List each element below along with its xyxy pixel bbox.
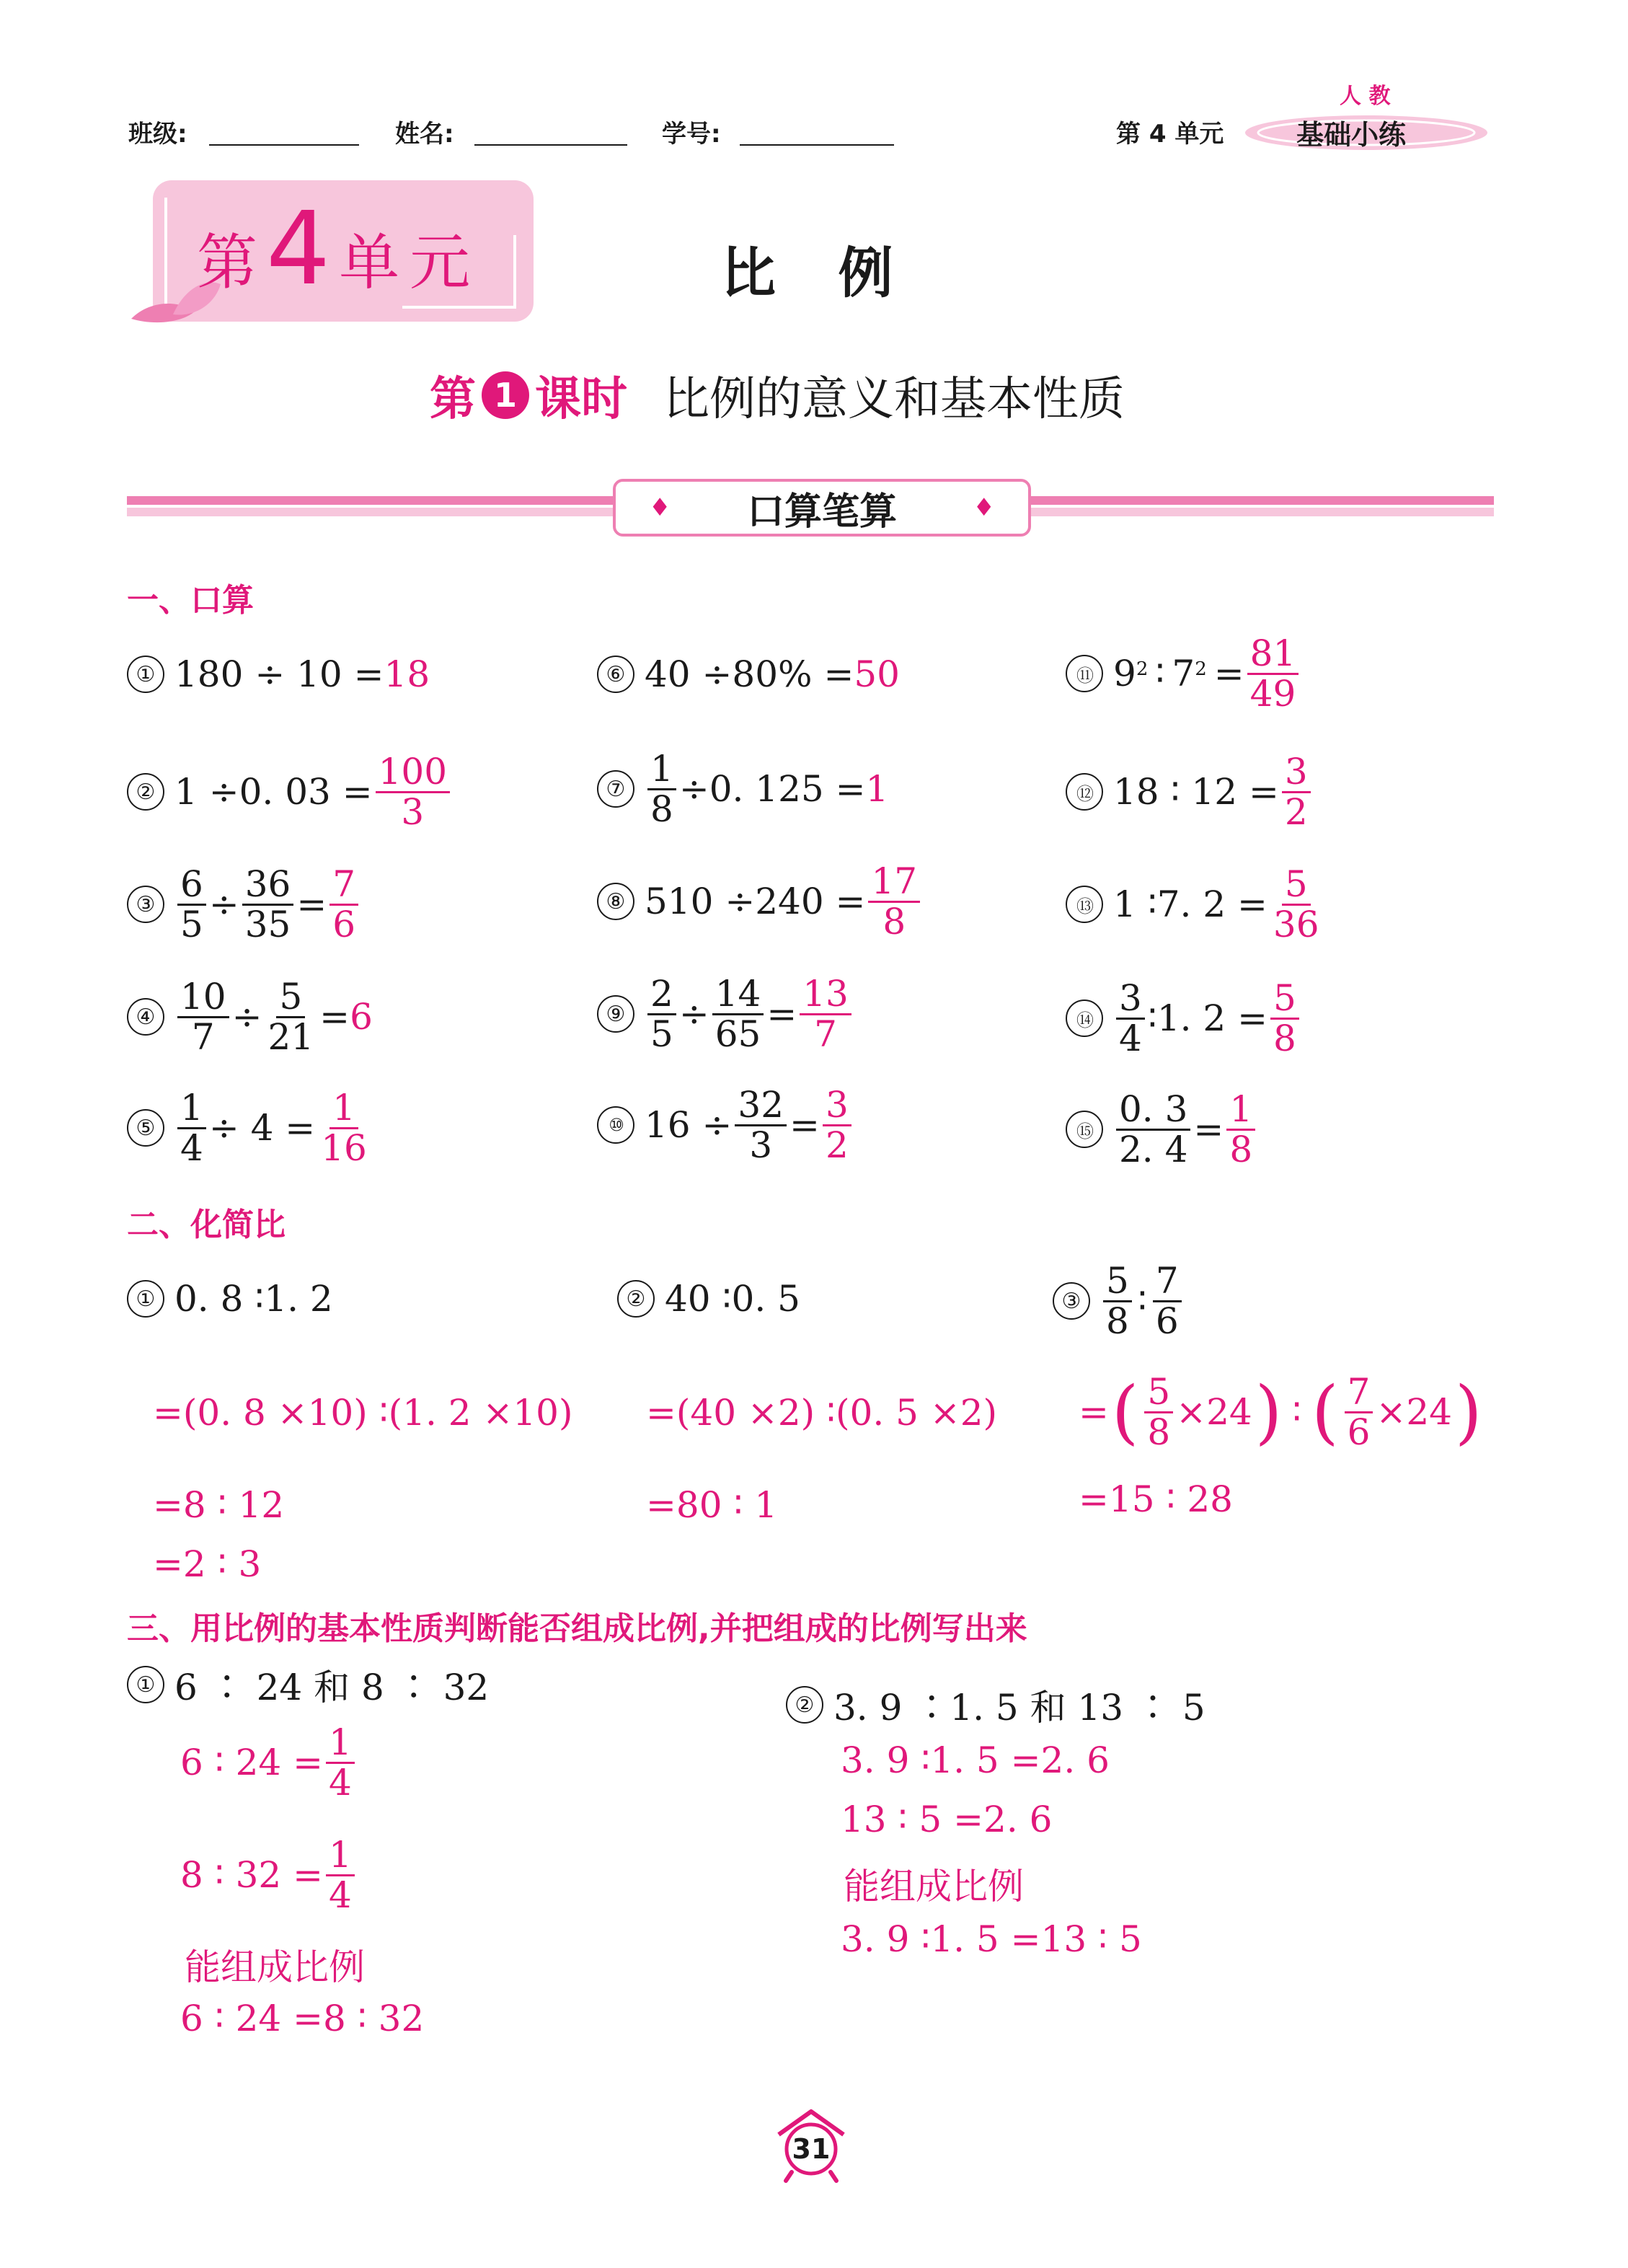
section3-heading: 三、用比例的基本性质判断能否组成比例,并把组成的比例写出来 xyxy=(127,1610,1027,1647)
lesson-title-row xyxy=(430,362,1125,428)
simplify-1-step2: =8 ∶ 12 xyxy=(153,1484,285,1526)
q9-b-den: 65 xyxy=(715,1012,761,1055)
section2-heading: 二、化简比 xyxy=(127,1206,286,1243)
q5-a-den: 4 xyxy=(180,1126,203,1169)
proportion-1-line3: 能组成比例 xyxy=(185,1946,365,1988)
q9 xyxy=(597,975,854,1053)
banner-box xyxy=(613,479,1031,537)
simplify-3-rparen: ) xyxy=(1255,1372,1283,1452)
q1 xyxy=(127,653,430,695)
simplify-2-step1: =(40 ×2) ∶(0. 5 ×2) xyxy=(646,1392,998,1434)
diamond-icon: ♦ xyxy=(973,493,995,522)
simplify-3-step2: =15 ∶ 28 xyxy=(1079,1478,1233,1520)
q11-answer-num: 81 xyxy=(1247,635,1299,675)
question-number: ⑮ xyxy=(1066,1111,1103,1148)
q9-op: ÷ xyxy=(678,993,709,1035)
q10-a-den: 3 xyxy=(749,1124,773,1166)
q11-base2: 7 xyxy=(1172,653,1195,694)
page-number-badge xyxy=(771,2106,851,2185)
q10-answer-num: 3 xyxy=(823,1086,851,1126)
question-number: ① xyxy=(127,1280,164,1318)
diamond-icon: ♦ xyxy=(649,493,671,522)
q3 xyxy=(127,865,361,943)
simplify-3 xyxy=(1053,1262,1185,1340)
lesson-pre: 第 xyxy=(430,373,476,426)
simplify-3-a-den: 8 xyxy=(1106,1300,1129,1342)
proportion-1-line1-pre: 6 ∶ 24 = xyxy=(180,1742,324,1783)
unit-badge-post: 单元 xyxy=(339,227,481,298)
simplify-3-b-num: 7 xyxy=(1153,1262,1182,1302)
proportion-2-line3: 能组成比例 xyxy=(844,1866,1024,1907)
proportion-1 xyxy=(127,1659,489,1711)
q5-rest: ÷ 4 = xyxy=(208,1107,316,1149)
q9-a-den: 5 xyxy=(650,1012,673,1055)
q3-a-num: 6 xyxy=(177,865,206,906)
q11 xyxy=(1066,632,1301,715)
unit-badge xyxy=(128,177,536,326)
brand-logo xyxy=(1240,108,1492,153)
question-number: ③ xyxy=(1053,1282,1090,1320)
q10-eq: = xyxy=(789,1104,820,1146)
q3-eq: = xyxy=(296,883,327,925)
q10-pre: 16 ÷ xyxy=(645,1104,733,1146)
proportion-2-line2: 13 ∶ 5 =2. 6 xyxy=(841,1799,1053,1840)
q6-answer: 50 xyxy=(854,653,900,695)
brand-name: 基础小练 xyxy=(1296,119,1407,151)
question-number: ⑪ xyxy=(1066,655,1103,692)
simplify-3-rparen: ) xyxy=(1454,1372,1482,1452)
proportion-1-line1-num: 1 xyxy=(326,1724,355,1764)
q14-a-num: 3 xyxy=(1116,979,1145,1020)
question-number: ⑭ xyxy=(1066,1000,1103,1037)
q7 xyxy=(597,750,888,828)
q13 xyxy=(1066,865,1325,943)
q4-a-num: 10 xyxy=(177,978,229,1018)
name-label: 姓名: xyxy=(395,120,454,149)
question-number: ② xyxy=(127,773,164,811)
q12-expr: 18 ∶ 12 = xyxy=(1113,771,1279,813)
simplify-3-step1 xyxy=(1079,1373,1485,1451)
simplify-3-lparen: ( xyxy=(1111,1372,1139,1452)
q4 xyxy=(127,978,373,1056)
q10-a-num: 32 xyxy=(735,1086,787,1126)
proportion-2 xyxy=(786,1679,1205,1731)
q15-a-den: 2. 4 xyxy=(1119,1128,1188,1170)
q2-answer-num: 100 xyxy=(376,753,450,793)
proportion-1-expr: 6 ∶ 24 和 8 ∶ 32 xyxy=(174,1667,490,1708)
q7-answer: 1 xyxy=(865,768,889,810)
q11-colon: ∶ xyxy=(1155,653,1165,694)
simplify-1-step1: =(0. 8 ×10) ∶(1. 2 ×10) xyxy=(153,1392,573,1434)
q4-b-den: 21 xyxy=(267,1015,314,1058)
unit-badge-pre: 第 xyxy=(197,227,258,298)
simplify-1 xyxy=(127,1278,333,1320)
simplify-3-a-num: 5 xyxy=(1103,1262,1132,1302)
lesson-post: 课时 xyxy=(535,373,627,426)
q7-a-num: 1 xyxy=(647,750,676,790)
simplify-3-times: ×24 xyxy=(1176,1391,1252,1433)
q8-answer-den: 8 xyxy=(882,900,906,943)
q5-answer-num: 1 xyxy=(329,1089,358,1129)
q15-answer-den: 8 xyxy=(1229,1128,1253,1170)
section1-heading: 一、口算 xyxy=(127,582,254,619)
q7-rest: ÷0. 125 = xyxy=(678,768,866,810)
brand-top: 人 教 xyxy=(1340,84,1391,109)
q7-a-den: 8 xyxy=(650,787,673,830)
q3-answer-den: 6 xyxy=(332,903,356,945)
q1-answer: 18 xyxy=(384,653,430,695)
q11-eq: = xyxy=(1213,653,1244,694)
q12 xyxy=(1066,753,1314,831)
q4-answer: 6 xyxy=(350,996,373,1038)
q4-a-den: 7 xyxy=(191,1015,215,1058)
simplify-2-expr: 40 ∶0. 5 xyxy=(665,1278,800,1320)
simplify-1-expr: 0. 8 ∶1. 2 xyxy=(174,1278,333,1320)
lesson-number-badge: 1 xyxy=(482,371,529,419)
simplify-3-step-b-num: 7 xyxy=(1345,1373,1373,1413)
q3-b-den: 35 xyxy=(244,903,291,945)
id-blank[interactable] xyxy=(740,115,894,146)
question-number: ⑨ xyxy=(597,995,634,1033)
q15-a-num: 0. 3 xyxy=(1116,1090,1190,1131)
simplify-3-step-b-den: 6 xyxy=(1347,1411,1371,1453)
simplify-3-colon2: ∶ xyxy=(1292,1391,1302,1433)
simplify-3-step-a-num: 5 xyxy=(1144,1373,1173,1413)
proportion-1-line2-pre: 8 ∶ 32 = xyxy=(180,1854,324,1896)
question-number: ④ xyxy=(127,998,164,1036)
simplify-2 xyxy=(617,1278,800,1320)
question-number: ⑤ xyxy=(127,1109,164,1147)
proportion-1-line1-den: 4 xyxy=(329,1761,352,1804)
question-number: ⑦ xyxy=(597,770,634,808)
proportion-1-line2 xyxy=(180,1836,358,1914)
q8-expr: 510 ÷240 = xyxy=(645,881,866,922)
question-number: ② xyxy=(617,1280,655,1318)
unit-badge-number: 4 xyxy=(266,190,331,308)
simplify-3-times: ×24 xyxy=(1376,1391,1452,1433)
q11-base1: 9 xyxy=(1113,653,1136,694)
proportion-1-line1 xyxy=(180,1721,358,1804)
q2 xyxy=(127,753,453,831)
q9-b-num: 14 xyxy=(712,975,764,1015)
simplify-2-step2: =80 ∶ 1 xyxy=(646,1484,778,1526)
q9-eq: = xyxy=(766,993,797,1035)
simplify-3-colon: ∶ xyxy=(1137,1280,1147,1322)
question-number: ⑫ xyxy=(1066,773,1103,811)
q13-answer-num: 5 xyxy=(1282,865,1311,906)
simplify-3-lparen: ( xyxy=(1311,1372,1339,1452)
q4-b-num: 5 xyxy=(276,978,305,1018)
q9-answer-den: 7 xyxy=(814,1012,837,1055)
q10-answer-den: 2 xyxy=(825,1124,849,1166)
lesson-title: 比例的意义和基本性质 xyxy=(663,373,1125,426)
question-number: ① xyxy=(127,1666,164,1703)
question-number: ② xyxy=(786,1686,823,1724)
proportion-2-expr: 3. 9 ∶1. 5 和 13 ∶ 5 xyxy=(833,1687,1205,1729)
q5-a-num: 1 xyxy=(177,1089,206,1129)
simplify-3-step-a-den: 8 xyxy=(1147,1411,1171,1453)
proportion-2-line4: 3. 9 ∶1. 5 =13 ∶ 5 xyxy=(841,1918,1142,1960)
proportion-2-line1: 3. 9 ∶1. 5 =2. 6 xyxy=(841,1739,1110,1781)
q6-expr: 40 ÷80% = xyxy=(645,653,854,695)
unit-title: 比 例 xyxy=(721,241,915,305)
q12-answer-den: 2 xyxy=(1284,790,1308,833)
question-number: ⑩ xyxy=(597,1106,634,1144)
q9-a-num: 2 xyxy=(647,975,676,1015)
question-number: ① xyxy=(127,656,164,693)
q3-a-den: 5 xyxy=(180,903,203,945)
q4-op: ÷ xyxy=(231,996,262,1038)
q14-answer-num: 5 xyxy=(1270,979,1299,1020)
proportion-1-line2-num: 1 xyxy=(326,1836,355,1876)
simplify-3-eq: = xyxy=(1079,1391,1109,1433)
question-number: ③ xyxy=(127,886,164,923)
q8-answer-num: 17 xyxy=(868,862,920,903)
question-number: ⑬ xyxy=(1066,886,1103,923)
q4-eq: = xyxy=(319,996,350,1038)
q3-b-num: 36 xyxy=(242,865,294,906)
class-label: 班级: xyxy=(128,120,187,149)
q1-expr: 180 ÷ 10 = xyxy=(174,653,384,695)
q9-answer-num: 13 xyxy=(800,975,851,1015)
q14-rest: ∶1. 2 = xyxy=(1147,997,1268,1039)
page-number: 31 xyxy=(792,2133,831,2165)
q11-answer-den: 49 xyxy=(1249,672,1296,715)
simplify-3-b-den: 6 xyxy=(1155,1300,1179,1342)
q15-answer-num: 1 xyxy=(1226,1090,1255,1131)
id-label: 学号: xyxy=(662,120,721,149)
unit-small-label: 第 4 单元 xyxy=(1116,120,1224,149)
q11-exp1: 2 xyxy=(1136,658,1149,680)
banner-label: 口算笔算 xyxy=(746,490,897,534)
q11-exp2: 2 xyxy=(1195,658,1207,680)
q14-a-den: 4 xyxy=(1119,1017,1142,1059)
q8 xyxy=(597,860,923,943)
question-number: ⑧ xyxy=(597,883,634,920)
q3-op: ÷ xyxy=(208,883,239,925)
q2-expr: 1 ÷0. 03 = xyxy=(174,771,373,813)
q15-eq: = xyxy=(1193,1108,1224,1150)
proportion-1-line4: 6 ∶ 24 =8 ∶ 32 xyxy=(180,1998,425,2039)
q14 xyxy=(1066,979,1302,1057)
q13-answer-den: 36 xyxy=(1273,903,1319,945)
class-blank[interactable] xyxy=(209,115,359,146)
name-blank[interactable] xyxy=(474,115,627,146)
q13-expr: 1 ∶7. 2 = xyxy=(1113,883,1268,925)
q3-answer-num: 7 xyxy=(329,865,358,906)
question-number: ⑥ xyxy=(597,656,634,693)
q12-answer-num: 3 xyxy=(1282,753,1311,793)
q2-answer-den: 3 xyxy=(401,790,425,833)
q14-answer-den: 8 xyxy=(1273,1017,1296,1059)
q5 xyxy=(127,1089,373,1167)
simplify-1-step3: =2 ∶ 3 xyxy=(153,1543,262,1585)
q10 xyxy=(597,1086,854,1164)
proportion-1-line2-den: 4 xyxy=(329,1874,352,1916)
q5-answer-den: 16 xyxy=(321,1126,367,1169)
q6 xyxy=(597,653,900,695)
q15 xyxy=(1066,1090,1258,1168)
